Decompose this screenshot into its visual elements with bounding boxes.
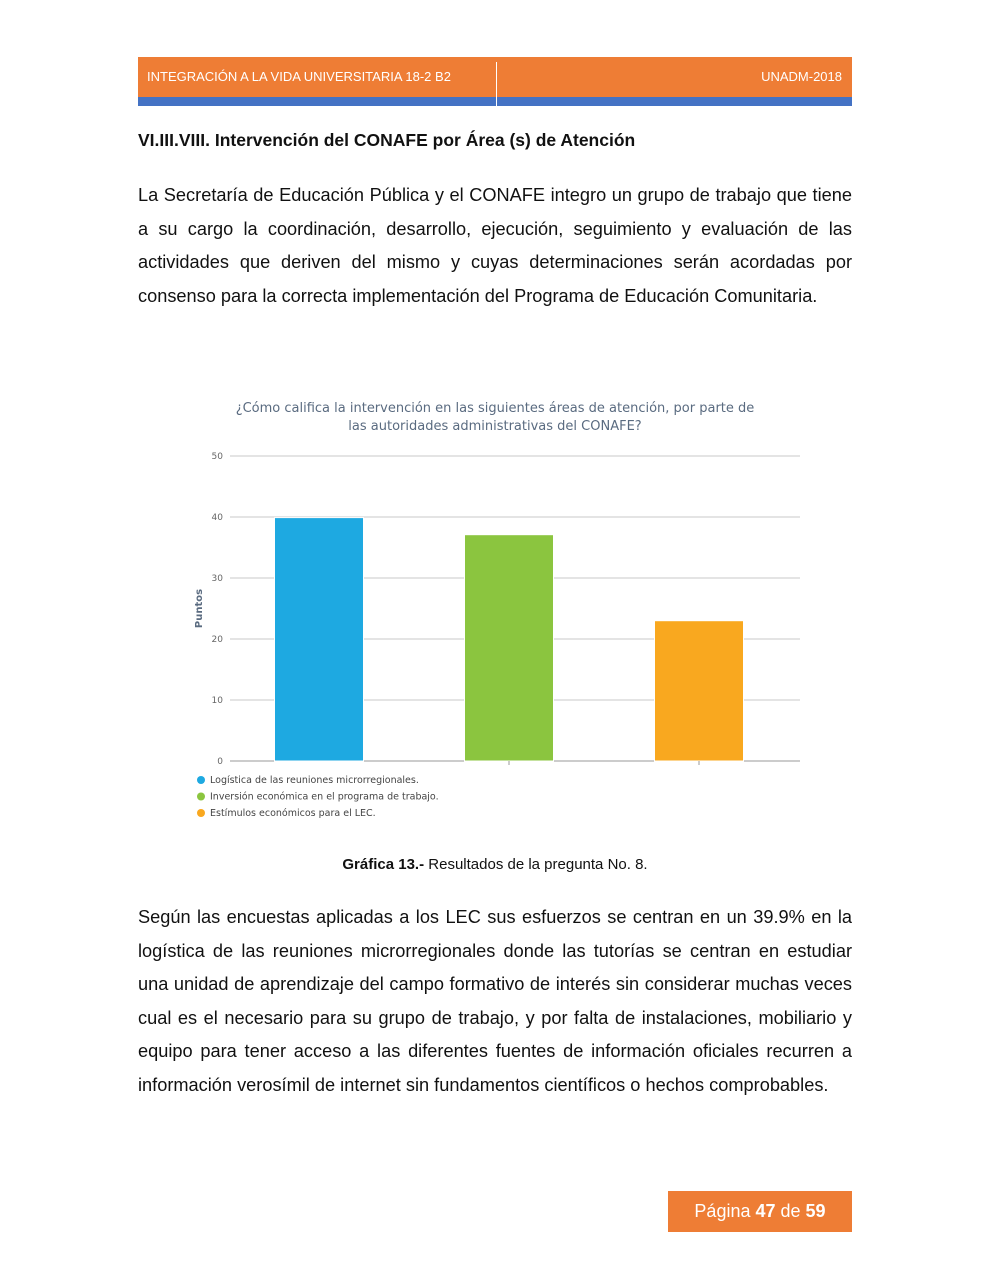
chart-title-line: ¿Cómo califica la intervención en las siguientes áreas de atención, por parte de	[235, 401, 755, 416]
legend-marker	[197, 793, 205, 801]
y-tick-label: 50	[211, 452, 223, 462]
bar	[655, 621, 744, 761]
legend-marker	[197, 776, 205, 784]
header-accent-bar	[138, 97, 852, 106]
page-word: Página	[694, 1201, 751, 1221]
bar	[275, 518, 364, 761]
y-tick-label: 30	[211, 574, 223, 584]
legend-marker	[197, 809, 205, 817]
section-title: VI.III.VIII. Intervención del CONAFE por Área (s) de Atención	[138, 130, 636, 150]
page-number: 47	[755, 1201, 776, 1221]
chart-title-line: las autoridades administrativas del CONAFE?	[348, 419, 642, 434]
bar-chart	[180, 390, 820, 830]
y-tick-label: 40	[211, 513, 223, 523]
y-axis-label: Puntos	[194, 588, 205, 629]
caption-label: Gráfica 13.-	[342, 856, 425, 873]
header-course-title: INTEGRACIÓN A LA VIDA UNIVERSITARIA 18-2 B2	[147, 69, 451, 84]
header-divider	[496, 62, 497, 106]
bar	[465, 535, 554, 761]
paragraph-analysis: Según las encuestas aplicadas a los LEC sus esfuerzos se centran en un 39.9% en la logística de las reuniones microrregionales donde las tutorías se centran en estudiar una unidad de aprendizaje del campo formativo de interés sin considerar muchas veces cual es el necesario para su grupo de trabajo, y por falta de instalaciones, mobiliario y equipo para tener acceso a las diferentes fuentes de información oficiales recurren a información verosímil de internet sin fundamentos científicos o hechos comprobables.	[138, 907, 852, 1095]
y-tick-label: 10	[211, 696, 223, 706]
page-of-word: de	[780, 1201, 801, 1221]
total-pages: 59	[805, 1201, 826, 1221]
y-tick-label: 20	[211, 635, 223, 645]
chart-svg	[180, 390, 820, 830]
header-year: UNADM-2018	[761, 69, 842, 84]
caption-text: Resultados de la pregunta No. 8.	[428, 856, 648, 873]
legend-label: Logística de las reuniones microrregionales.	[210, 775, 419, 786]
page-number-badge	[668, 1191, 852, 1232]
legend-label: Inversión económica en el programa de trabajo.	[210, 791, 439, 803]
paragraph-intro: La Secretaría de Educación Pública y el CONAFE integro un grupo de trabajo que tiene a su cargo la coordinación, desarrollo, ejecución, seguimiento y evaluación de las actividades que deriven del mismo y cuyas determinaciones serán acordadas por consenso para la correcta implementación del Programa de Educación Comunitaria.	[138, 185, 852, 306]
y-tick-label: 0	[217, 757, 223, 767]
figure-caption	[0, 856, 990, 873]
legend-label: Estímulos económicos para el LEC.	[210, 808, 376, 819]
